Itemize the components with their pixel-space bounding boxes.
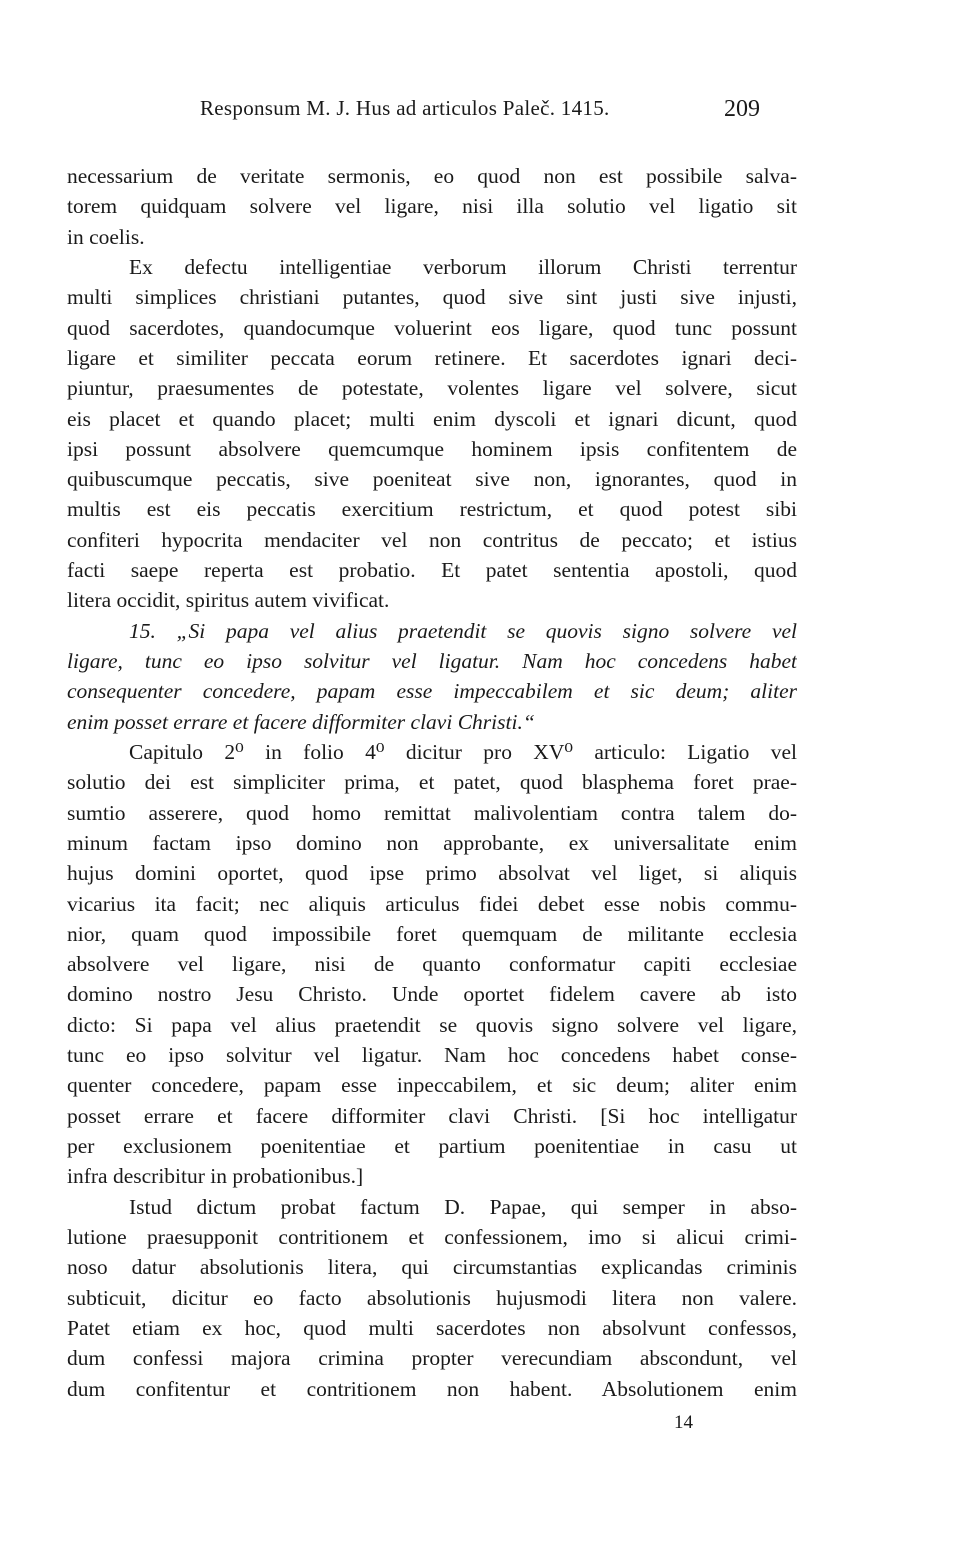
text-line: necessarium de veritate sermonis, eo quod non est possibile salva- [67,164,797,188]
text-line: quibuscumque peccatis, sive poeniteat sive non, ignorantes, quod in [67,467,797,492]
text-line: vicarius ita facit; nec aliquis articulus fidei debet esse nobis commu- [67,891,797,916]
text-line: Patet etiam ex hoc, quod multi sacerdotes non absolvunt confessos, [67,1315,797,1340]
text-line: dum confitentur et contritionem non habent. Absolutionem enim [67,1376,797,1401]
text-line: lutione praesupponit contritionem et confessionem, imo si alicui crimi- [67,1224,797,1249]
text-line: confiteri hypocrita mendaciter vel non contritus de peccato; et istius [67,527,797,552]
signature-mark: 14 [674,1412,693,1433]
text-line: enim posset errare et facere difformiter clavi Christi.“ [67,709,535,734]
text-line: noso datur absolutionis litera, qui circumstantias explicandas criminis [67,1255,797,1280]
text-line: domino nostro Jesu Christo. Unde oportet fidelem cavere ab isto [67,982,797,1007]
text-line: subticuit, dicitur eo facto absolutionis hujusmodi litera non valere. [67,1285,797,1310]
text-line: multis est eis peccatis exercitium restrictum, et quod potest sibi [67,497,797,522]
text-line: solutio dei est simpliciter prima, et patet, quod blasphema foret prae- [67,770,797,795]
text-line: quod sacerdotes, quandocumque voluerint eos ligare, quod tunc possunt [67,315,797,340]
text-line: dicto: Si papa vel alius praetendit se quovis signo solvere vel ligare, [67,1012,797,1037]
text-line: posset errare et facere difformiter clavi Christi. [Si hoc intelligatur [67,1103,797,1128]
text-line: dum confessi majora crimina propter verecundiam abscondunt, vel [67,1346,797,1371]
text-line: absolvere vel ligare, nisi de quanto conformatur capiti ecclesiae [67,952,797,977]
text-line: litera occidit, spiritus autem vivificat. [67,588,390,613]
text-line: Capitulo 2⁰ in folio 4⁰ dicitur pro XV⁰ articulo: Ligatio vel [129,739,797,764]
text-line: ipsi possunt absolvere quemcumque hominem ipsis confitentem de [67,436,797,461]
page-number: 209 [724,96,760,122]
text-line: Istud dictum probat factum D. Papae, qui semper in abso- [129,1194,797,1219]
body-text [67,161,797,1404]
text-line: infra describitur in probationibus.] [67,1164,364,1189]
text-line: quenter concedere, papam esse inpeccabilem, et sic deum; aliter enim [67,1073,797,1098]
text-line: tunc eo ipso solvitur vel ligatur. Nam hoc concedens habet conse- [67,1043,797,1068]
text-line: nior, quam quod impossibile foret quemquam de militante ecclesia [67,921,797,946]
text-line: multi simplices christiani putantes, quod sive sint justi sive injusti, [67,285,797,310]
text-line: in coelis. [67,224,145,249]
text-line: consequenter concedere, papam esse impeccabilem et sic deum; aliter [67,679,797,704]
text-line: per exclusionem poenitentiae et partium poenitentiae in casu ut [67,1134,797,1158]
text-line: ligare et similiter peccata eorum retinere. Et sacerdotes ignari deci- [67,345,797,370]
running-title: Responsum M. J. Hus ad articulos Paleč. 1415. [200,96,610,120]
text-line: 15. „Si papa vel alius praetendit se quovis signo solvere vel [129,618,797,643]
text-line: piuntur, praesumentes de potestate, volentes ligare vel solvere, sicut [67,376,797,401]
text-line: hujus domini oportet, quod ipse primo absolvat vel liget, si aliquis [67,861,797,886]
text-line: ligare, tunc eo ipso solvitur vel ligatur. Nam hoc concedens habet [67,649,797,673]
text-line: sumtio asserere, quod homo remittat malivolentiam contra talem do- [67,800,797,825]
text-line: Ex defectu intelligentiae verborum illorum Christi terrentur [129,254,797,279]
text-line: eis placet et quando placet; multi enim dyscoli et ignari dicunt, quod [67,406,797,431]
text-line: facti saepe reperta est probatio. Et patet sententia apostoli, quod [67,558,797,583]
text-line: minum factam ipso domino non approbante, ex universalitate enim [67,830,797,855]
text-line: torem quidquam solvere vel ligare, nisi illa solutio vel ligatio sit [67,194,797,219]
